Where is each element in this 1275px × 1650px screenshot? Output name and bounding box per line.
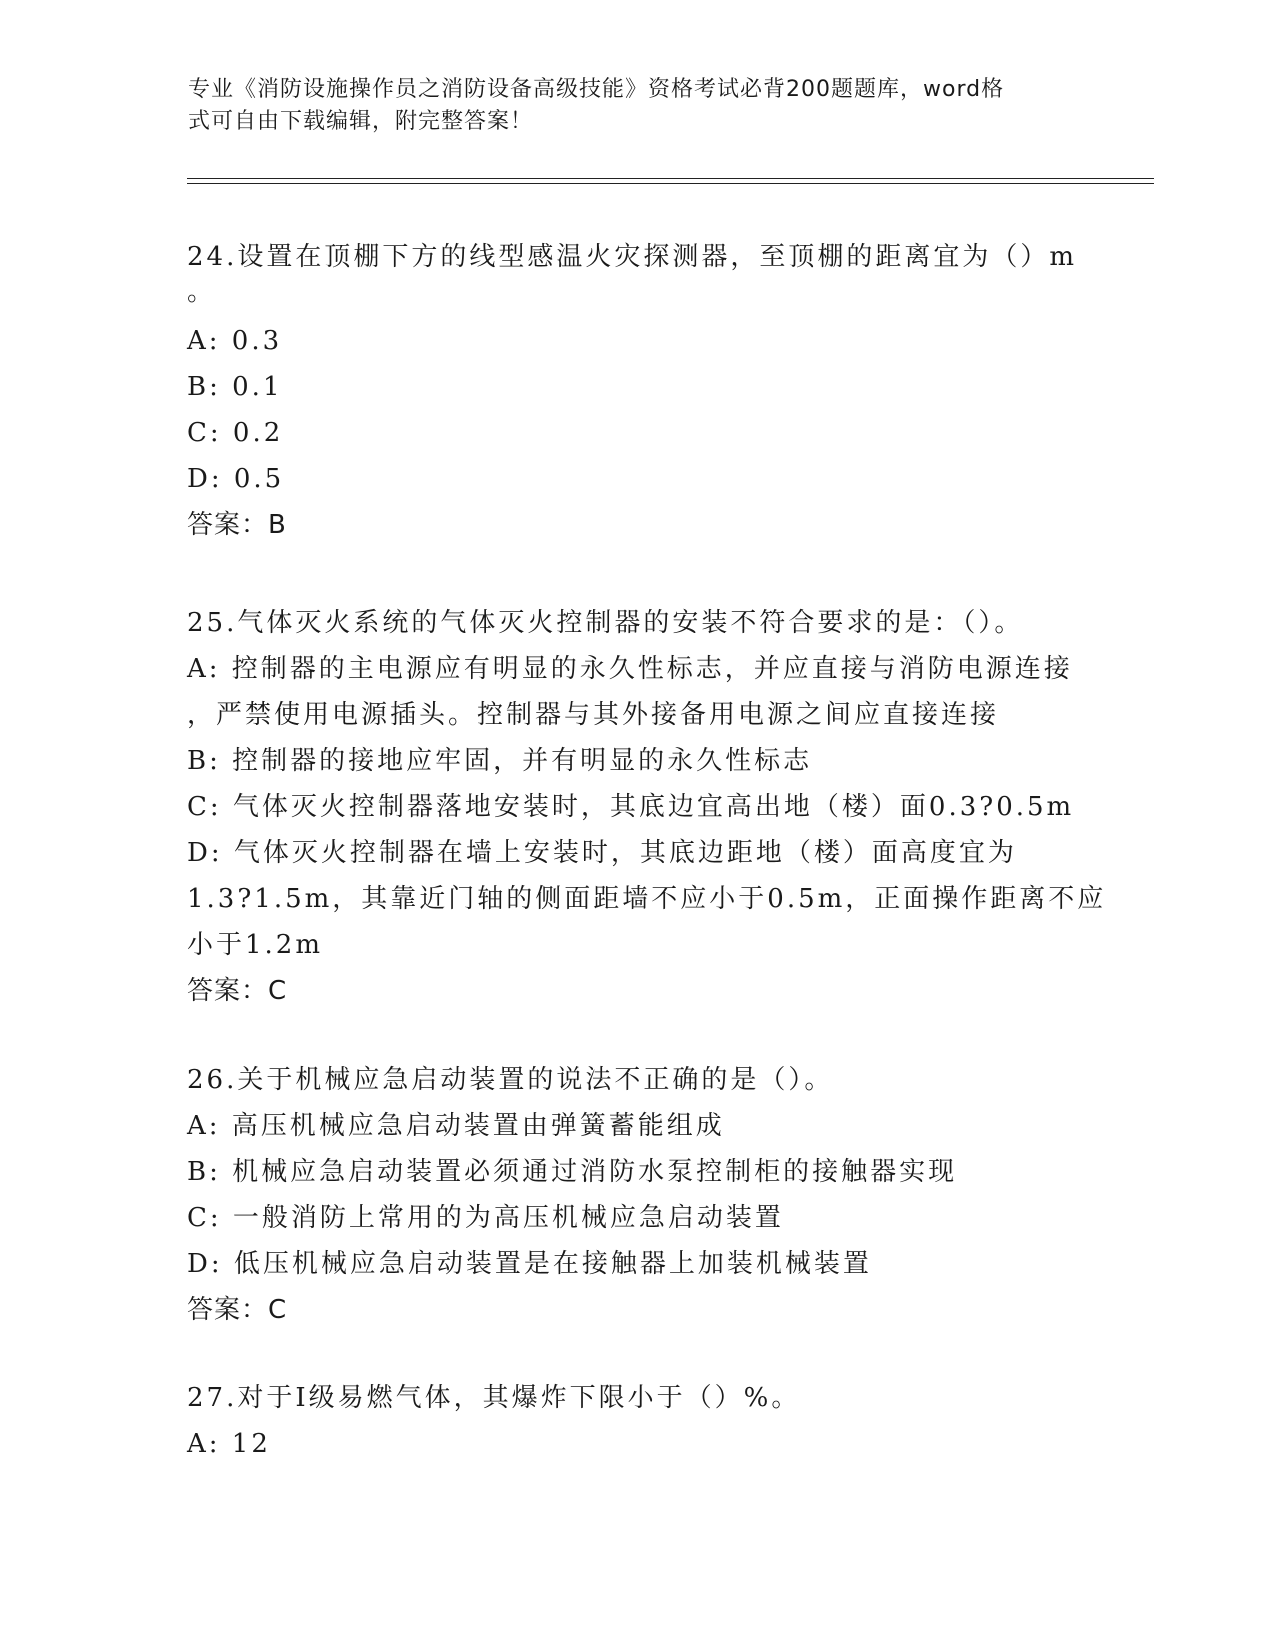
question-text: 25.气体灭火系统的气体灭火控制器的安装不符合要求的是：（）。 [187, 608, 1024, 638]
header-divider-bottom [187, 183, 1154, 184]
option-b: B: 控制器的接地应牢固，并有明显的永久性标志 [187, 746, 813, 776]
option-b: B: 机械应急启动装置必须通过消防水泵控制柜的接触器实现 [187, 1157, 958, 1187]
question-24 [187, 234, 1087, 548]
option-d: D: 低压机械应急启动装置是在接触器上加装机械装置 [187, 1249, 872, 1279]
option-b: B: 0.1 [187, 372, 283, 402]
answer: 答案：B [187, 510, 287, 540]
option-c: C: 0.2 [187, 418, 284, 448]
option-c: C: 气体灭火控制器落地安装时，其底边宜高出地（楼）面0.3?0.5m [187, 792, 1075, 822]
question-text: 24.设置在顶棚下方的线型感温火灾探测器，至顶棚的距离宜为（）m [187, 242, 1078, 272]
question-text-continued: 。 [187, 277, 217, 307]
option-d: D: 0.5 [187, 464, 285, 494]
question-text: 27.对于Ⅰ级易燃气体，其爆炸下限小于（）%。 [187, 1383, 801, 1413]
option-a: A: 12 [187, 1429, 271, 1459]
option-a: A: 控制器的主电源应有明显的永久性标志，并应直接与消防电源连接 [187, 654, 1073, 684]
question-26 [187, 1057, 1087, 1333]
question-25 [187, 600, 1107, 1014]
answer: 答案：C [187, 1295, 288, 1325]
answer: 答案：C [187, 976, 288, 1006]
option-d-continued-2: 小于1.2m [187, 930, 324, 960]
document-header [188, 74, 1068, 138]
option-d: D: 气体灭火控制器在墙上安装时，其底边距地（楼）面高度宜为 [187, 838, 1017, 868]
question-27 [187, 1375, 1087, 1467]
option-a: A: 0.3 [187, 326, 283, 356]
option-a: A: 高压机械应急启动装置由弹簧蓄能组成 [187, 1111, 725, 1141]
header-line-1: 专业《消防设施操作员之消防设备高级技能》资格考试必背200题题库，word格 [188, 77, 1005, 102]
option-d-continued: 1.3?1.5m，其靠近门轴的侧面距墙不应小于0.5m，正面操作距离不应 [187, 884, 1107, 914]
option-a-continued: ，严禁使用电源插头。控制器与其外接备用电源之间应直接连接 [187, 700, 1000, 730]
header-divider-top [187, 178, 1154, 179]
question-text: 26.关于机械应急启动装置的说法不正确的是（）。 [187, 1065, 834, 1095]
header-line-2: 式可自由下载编辑，附完整答案！ [188, 109, 534, 134]
option-c: C: 一般消防上常用的为高压机械应急启动装置 [187, 1203, 784, 1233]
